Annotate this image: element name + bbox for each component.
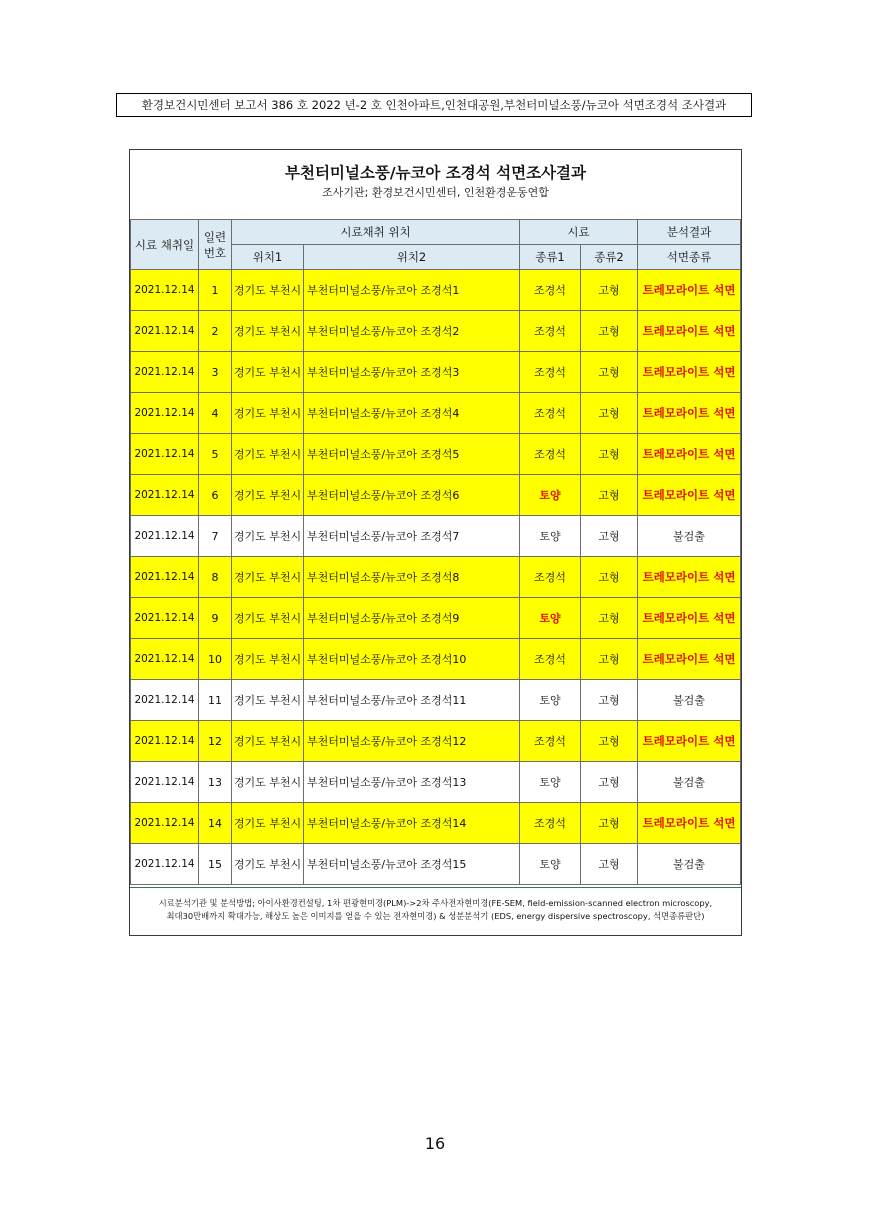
cell-type1: 조경석 — [520, 557, 581, 598]
table-row — [131, 680, 741, 721]
cell-location1: 경기도 부천시 — [232, 270, 304, 311]
cell-type2: 고형 — [581, 557, 638, 598]
cell-type2: 고형 — [581, 721, 638, 762]
table-row — [131, 557, 741, 598]
cell-type2: 고형 — [581, 352, 638, 393]
cell-type1: 토양 — [520, 680, 581, 721]
cell-result: 불검출 — [638, 516, 741, 557]
cell-date: 2021.12.14 — [131, 352, 199, 393]
header-date: 시료 채취일 — [131, 220, 199, 270]
cell-serial: 8 — [199, 557, 232, 598]
cell-type1: 조경석 — [520, 270, 581, 311]
cell-serial: 5 — [199, 434, 232, 475]
table-row — [131, 270, 741, 311]
cell-serial: 2 — [199, 311, 232, 352]
cell-type1: 조경석 — [520, 393, 581, 434]
cell-location2: 부천터미널소풍/뉴코아 조경석11 — [304, 680, 520, 721]
header-location-group: 시료채취 위치 — [232, 220, 520, 245]
cell-type1: 조경석 — [520, 639, 581, 680]
cell-type1: 토양 — [520, 598, 581, 639]
analysis-footnote — [130, 887, 741, 935]
cell-serial: 10 — [199, 639, 232, 680]
cell-location2: 부천터미널소풍/뉴코아 조경석13 — [304, 762, 520, 803]
cell-serial: 15 — [199, 844, 232, 885]
cell-type2: 고형 — [581, 475, 638, 516]
table-row — [131, 803, 741, 844]
cell-location2: 부천터미널소풍/뉴코아 조경석2 — [304, 311, 520, 352]
table-row — [131, 844, 741, 885]
cell-location1: 경기도 부천시 — [232, 762, 304, 803]
cell-type1: 조경석 — [520, 352, 581, 393]
cell-serial: 12 — [199, 721, 232, 762]
table-row — [131, 721, 741, 762]
cell-location1: 경기도 부천시 — [232, 475, 304, 516]
header-asbestos-type: 석면종류 — [638, 245, 741, 270]
table-row — [131, 393, 741, 434]
cell-serial: 9 — [199, 598, 232, 639]
cell-type1: 조경석 — [520, 721, 581, 762]
table-row — [131, 434, 741, 475]
cell-result: 트레모라이트 석면 — [638, 475, 741, 516]
cell-date: 2021.12.14 — [131, 803, 199, 844]
header-row-1 — [131, 220, 741, 245]
cell-serial: 4 — [199, 393, 232, 434]
header-serial — [199, 220, 232, 270]
table-row — [131, 311, 741, 352]
cell-location2: 부천터미널소풍/뉴코아 조경석3 — [304, 352, 520, 393]
cell-type2: 고형 — [581, 639, 638, 680]
cell-serial: 11 — [199, 680, 232, 721]
cell-type1: 토양 — [520, 516, 581, 557]
cell-date: 2021.12.14 — [131, 680, 199, 721]
cell-date: 2021.12.14 — [131, 557, 199, 598]
cell-type2: 고형 — [581, 680, 638, 721]
header-loc2: 위치2 — [304, 245, 520, 270]
cell-location1: 경기도 부천시 — [232, 352, 304, 393]
header-sample-group: 시료 — [520, 220, 638, 245]
cell-location1: 경기도 부천시 — [232, 434, 304, 475]
cell-location2: 부천터미널소풍/뉴코아 조경석9 — [304, 598, 520, 639]
cell-serial: 1 — [199, 270, 232, 311]
table-subtitle: 조사기관; 환경보건시민센터, 인천환경운동연합 — [322, 186, 549, 199]
cell-location2: 부천터미널소풍/뉴코아 조경석5 — [304, 434, 520, 475]
cell-serial: 14 — [199, 803, 232, 844]
cell-result: 트레모라이트 석면 — [638, 598, 741, 639]
cell-date: 2021.12.14 — [131, 639, 199, 680]
cell-result: 트레모라이트 석면 — [638, 639, 741, 680]
cell-type2: 고형 — [581, 762, 638, 803]
cell-date: 2021.12.14 — [131, 270, 199, 311]
cell-date: 2021.12.14 — [131, 762, 199, 803]
cell-serial: 6 — [199, 475, 232, 516]
table-row — [131, 352, 741, 393]
header-serial-label: 일련 번호 — [203, 229, 227, 260]
cell-date: 2021.12.14 — [131, 598, 199, 639]
table-title: 부천터미널소풍/뉴코아 조경석 석면조사결과 — [285, 164, 586, 182]
cell-date: 2021.12.14 — [131, 844, 199, 885]
cell-result: 트레모라이트 석면 — [638, 557, 741, 598]
cell-location1: 경기도 부천시 — [232, 803, 304, 844]
table-title-block — [130, 150, 741, 219]
cell-location1: 경기도 부천시 — [232, 721, 304, 762]
cell-type2: 고형 — [581, 803, 638, 844]
cell-location2: 부천터미널소풍/뉴코아 조경석7 — [304, 516, 520, 557]
cell-location1: 경기도 부천시 — [232, 844, 304, 885]
cell-type1: 토양 — [520, 762, 581, 803]
cell-date: 2021.12.14 — [131, 721, 199, 762]
header-type1: 종류1 — [520, 245, 581, 270]
cell-type1: 조경석 — [520, 803, 581, 844]
cell-serial: 7 — [199, 516, 232, 557]
footnote-line-1: 시료분석기관 및 분석방법; 아이사환경컨설팅, 1차 편광현미경(PLM)->2차 주사전자현미경(FE-SEM, field-emission-scanned electron microscopy, — [158, 898, 713, 908]
table-row — [131, 475, 741, 516]
cell-result: 트레모라이트 석면 — [638, 352, 741, 393]
cell-result: 트레모라이트 석면 — [638, 434, 741, 475]
footnote-line-2: 최대30만배까지 확대가능, 해상도 높은 이미지를 얻을 수 있는 전자현미경) & 성분분석기 (EDS, energy dispersive spectroscopy, 석면종류판단) — [166, 911, 705, 921]
cell-result: 트레모라이트 석면 — [638, 311, 741, 352]
cell-date: 2021.12.14 — [131, 393, 199, 434]
cell-result: 불검출 — [638, 680, 741, 721]
cell-location2: 부천터미널소풍/뉴코아 조경석15 — [304, 844, 520, 885]
cell-location2: 부천터미널소풍/뉴코아 조경석14 — [304, 803, 520, 844]
cell-location1: 경기도 부천시 — [232, 598, 304, 639]
cell-result: 트레모라이트 석면 — [638, 721, 741, 762]
cell-location1: 경기도 부천시 — [232, 311, 304, 352]
cell-location1: 경기도 부천시 — [232, 516, 304, 557]
table-row — [131, 762, 741, 803]
cell-type1: 조경석 — [520, 434, 581, 475]
cell-result: 트레모라이트 석면 — [638, 803, 741, 844]
cell-location2: 부천터미널소풍/뉴코아 조경석6 — [304, 475, 520, 516]
table-row — [131, 598, 741, 639]
cell-location1: 경기도 부천시 — [232, 557, 304, 598]
cell-result: 트레모라이트 석면 — [638, 393, 741, 434]
cell-location2: 부천터미널소풍/뉴코아 조경석4 — [304, 393, 520, 434]
cell-date: 2021.12.14 — [131, 516, 199, 557]
header-loc1: 위치1 — [232, 245, 304, 270]
cell-result: 트레모라이트 석면 — [638, 270, 741, 311]
cell-serial: 3 — [199, 352, 232, 393]
cell-type2: 고형 — [581, 270, 638, 311]
cell-type2: 고형 — [581, 393, 638, 434]
cell-location2: 부천터미널소풍/뉴코아 조경석8 — [304, 557, 520, 598]
cell-type2: 고형 — [581, 311, 638, 352]
page-number: 16 — [424, 1134, 446, 1153]
cell-date: 2021.12.14 — [131, 311, 199, 352]
cell-location1: 경기도 부천시 — [232, 393, 304, 434]
report-header: 환경보건시민센터 보고서 386 호 2022 년-2 호 인천아파트,인천대공원,부천터미널소풍/뉴코아 석면조경석 조사결과 — [116, 93, 752, 117]
cell-date: 2021.12.14 — [131, 434, 199, 475]
cell-location2: 부천터미널소풍/뉴코아 조경석12 — [304, 721, 520, 762]
cell-location1: 경기도 부천시 — [232, 639, 304, 680]
table-row — [131, 516, 741, 557]
survey-table-container — [129, 149, 742, 936]
cell-type1: 토양 — [520, 475, 581, 516]
cell-type2: 고형 — [581, 598, 638, 639]
cell-type1: 조경석 — [520, 311, 581, 352]
results-table — [130, 219, 741, 885]
table-row — [131, 639, 741, 680]
header-type2: 종류2 — [581, 245, 638, 270]
cell-serial: 13 — [199, 762, 232, 803]
cell-result: 불검출 — [638, 762, 741, 803]
cell-location2: 부천터미널소풍/뉴코아 조경석10 — [304, 639, 520, 680]
cell-type1: 토양 — [520, 844, 581, 885]
cell-date: 2021.12.14 — [131, 475, 199, 516]
header-analysis-group: 분석결과 — [638, 220, 741, 245]
cell-type2: 고형 — [581, 434, 638, 475]
cell-location2: 부천터미널소풍/뉴코아 조경석1 — [304, 270, 520, 311]
cell-result: 불검출 — [638, 844, 741, 885]
table-body — [131, 270, 741, 885]
cell-type2: 고형 — [581, 516, 638, 557]
cell-type2: 고형 — [581, 844, 638, 885]
cell-location1: 경기도 부천시 — [232, 680, 304, 721]
